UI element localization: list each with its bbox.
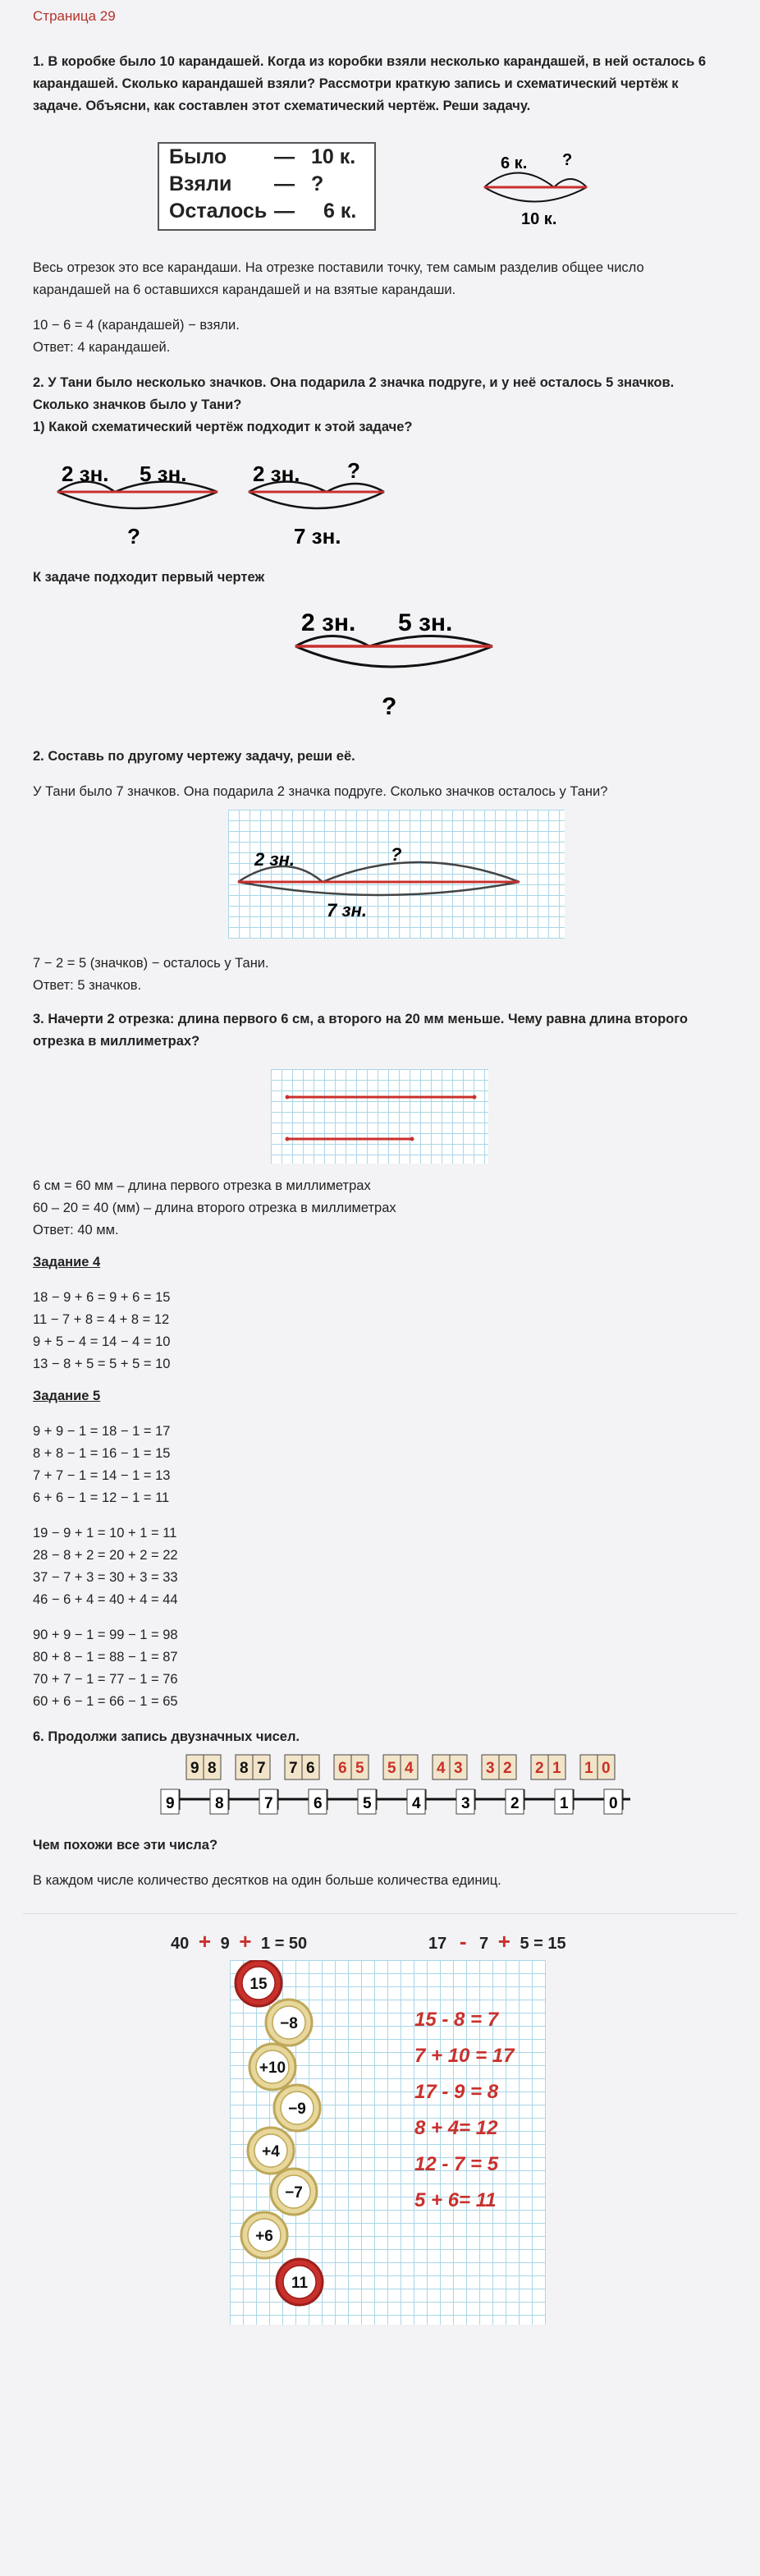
task5-g1-3: 7 + 7 − 1 = 14 − 1 = 13: [33, 1468, 171, 1483]
task2-diagram-3-wrap: [33, 589, 755, 724]
bottom-digit: 3: [461, 1795, 470, 1812]
task2-fits: К задаче подходит первый чертеж: [33, 570, 265, 585]
bottom-digit: 4: [412, 1795, 421, 1812]
bottom-digit: 8: [215, 1795, 224, 1812]
svg-text:2 зн.: 2 зн.: [301, 609, 356, 636]
task5-g3-4: 60 + 6 − 1 = 66 − 1 = 65: [33, 1694, 178, 1709]
task5-g2-2: 28 − 8 + 2 = 20 + 2 = 22: [33, 1548, 178, 1563]
task2-diagram-4: [228, 810, 565, 939]
top-units-digit: 4: [405, 1760, 414, 1777]
svg-text:5 зн.: 5 зн.: [398, 609, 453, 636]
top-units-digit: 0: [602, 1760, 611, 1777]
bottom-digit: 6: [314, 1795, 323, 1812]
top-units-digit: 6: [306, 1760, 315, 1777]
puzzle-equation: 5 + 6= 11: [414, 2189, 497, 2211]
divider: [23, 1913, 737, 1914]
task5-g3-1: 90 + 9 − 1 = 99 − 1 = 98: [33, 1628, 178, 1642]
top-units-digit: 8: [208, 1760, 217, 1777]
task3-line-2: 60 – 20 = 40 (мм) – длина второго отрезка в миллиметрах: [33, 1201, 396, 1215]
puzzle-board: [230, 1960, 546, 2325]
bottom-digit: 2: [510, 1795, 520, 1812]
task1-figures: [33, 117, 755, 241]
task2-sub2: 2. Составь по другому чертежу задачу, реши её.: [33, 749, 355, 764]
top-units-digit: 2: [503, 1760, 512, 1777]
circle-label: +6: [255, 2228, 273, 2245]
task1-explanation: Весь отрезок это все карандаши. На отрезке поставили точку, тем самым разделив общее число карандашей на 6 оставшихся карандашей и на взятые карандаши.: [33, 260, 644, 297]
task4-title: Задание 4: [33, 1255, 101, 1270]
circle-label: +4: [262, 2143, 280, 2160]
task3-line-1: 6 см = 60 мм – длина первого отрезка в миллиметрах: [33, 1178, 371, 1193]
task2-diagrams: [33, 439, 755, 562]
bottom-digit: 7: [264, 1795, 273, 1812]
task1-answer: Ответ: 4 карандашей.: [33, 340, 171, 355]
top-tens-digit: 3: [486, 1760, 495, 1777]
task6-number-line: [33, 1748, 755, 1826]
top-tens-digit: 8: [240, 1760, 249, 1777]
task3-question: 3. Начерти 2 отрезка: длина первого 6 см, а второго на 20 мм меньше. Чему равна длина второго отрезка в миллиметрах?: [33, 1012, 688, 1049]
puzzle-equation: 7 + 10 = 17: [414, 2045, 515, 2067]
task3-answer: Ответ: 40 мм.: [33, 1223, 119, 1237]
task4-line-3: 9 + 5 − 4 = 14 − 4 = 10: [33, 1334, 171, 1349]
puzzle-board-wrap: [33, 1957, 755, 2326]
bottom-digit: 9: [166, 1795, 175, 1812]
bottom-digit: 1: [560, 1795, 569, 1812]
task5-g2-1: 19 − 9 + 1 = 10 + 1 = 11: [33, 1526, 177, 1541]
task4-line-1: 18 − 9 + 6 = 9 + 6 = 15: [33, 1290, 171, 1305]
task2-diagram-3: [283, 593, 505, 724]
task3-segments: [271, 1069, 488, 1164]
svg-text:7 зн.: 7 зн.: [327, 900, 367, 921]
circle-label: 15: [250, 1976, 268, 1993]
top-units-digit: 5: [355, 1760, 364, 1777]
task4-line-2: 11 − 7 + 8 = 4 + 8 = 12: [33, 1312, 170, 1327]
puzzle-expr-1: 40 + 9 + 1 = 50: [171, 1929, 308, 1954]
puzzle-equation: 12 - 7 = 5: [414, 2153, 499, 2175]
svg-text:?: ?: [391, 844, 402, 865]
task6-question: 6. Продолжи запись двузначных чисел.: [33, 1729, 300, 1744]
svg-text:7 зн.: 7 зн.: [294, 524, 341, 549]
task2-new-task: У Тани было 7 значков. Она подарила 2 значка подруге. Сколько значков осталось у Тани?: [33, 784, 608, 799]
svg-text:2 зн.: 2 зн.: [253, 461, 300, 486]
task5-title: Задание 5: [33, 1389, 101, 1403]
top-units-digit: 7: [257, 1760, 266, 1777]
task1-diag-left: 6 к.: [501, 154, 528, 172]
task1-solution: 10 − 6 = 4 (карандашей) − взяли.: [33, 318, 240, 333]
task2-sub1: 1) Какой схематический чертёж подходит к этой задаче?: [33, 420, 413, 434]
task2-diagram-2: [236, 447, 401, 553]
svg-text:?: ?: [127, 524, 140, 549]
task1-question: 1. В коробке было 10 карандашей. Когда из коробки взяли несколько карандашей, в ней осталось 6 карандашей. Сколько карандашей взяли? Рассмотри краткую запись и схематический чертёж к задаче. Объясни, как составлен этот схематический чертёж. Реши задачу.: [33, 54, 707, 113]
task1-short-record: Было — 10 к. Взяли — ? Осталось — 6 к.: [158, 142, 376, 231]
svg-text:5 зн.: 5 зн.: [140, 461, 187, 486]
task4-line-4: 13 − 8 + 5 = 5 + 5 = 10: [33, 1357, 171, 1371]
task5-g2-3: 37 − 7 + 3 = 30 + 3 = 33: [33, 1570, 178, 1585]
svg-text:2 зн.: 2 зн.: [62, 461, 109, 486]
top-tens-digit: 9: [190, 1760, 199, 1777]
puzzle-expr-2: 17 - 7 + 5 = 15: [428, 1929, 566, 1954]
top-tens-digit: 2: [535, 1760, 544, 1777]
task5-g3-2: 80 + 8 − 1 = 88 − 1 = 87: [33, 1650, 178, 1665]
page-link[interactable]: Страница 29: [33, 8, 116, 24]
task1-diag-right: ?: [562, 151, 573, 169]
svg-text:2 зн.: 2 зн.: [254, 849, 295, 870]
task6-similar-question: Чем похожи все эти числа?: [33, 1838, 218, 1853]
top-units-digit: 1: [552, 1760, 561, 1777]
task6-similar-answer: В каждом числе количество десятков на один больше количества единиц.: [33, 1873, 501, 1888]
task2-solution: 7 − 2 = 5 (значков) − осталось у Тани.: [33, 956, 269, 971]
puzzle-equation: 15 - 8 = 7: [414, 2009, 499, 2031]
circle-label: +10: [259, 2059, 286, 2077]
task2-question: 2. У Тани было несколько значков. Она подарила 2 значка подруге, и у неё осталось 5 значков. Сколько значков было у Тани?: [33, 375, 675, 412]
top-units-digit: 3: [454, 1760, 463, 1777]
task5-g3-3: 70 + 7 − 1 = 77 − 1 = 76: [33, 1672, 178, 1687]
task3-figure-wrap: [33, 1053, 755, 1164]
svg-text:?: ?: [382, 693, 397, 720]
task2-diagram-1: [45, 447, 234, 553]
task5-g1-4: 6 + 6 − 1 = 12 − 1 = 11: [33, 1490, 170, 1505]
top-tens-digit: 1: [584, 1760, 593, 1777]
bottom-digit: 5: [363, 1795, 372, 1812]
top-tens-digit: 6: [338, 1760, 347, 1777]
task5-g1-2: 8 + 8 − 1 = 16 − 1 = 15: [33, 1446, 171, 1461]
svg-text:?: ?: [347, 458, 360, 483]
top-tens-digit: 7: [289, 1760, 298, 1777]
task2-diagram-4-wrap: [33, 803, 755, 943]
puzzle-equation: 17 - 9 = 8: [414, 2081, 499, 2103]
circle-label: 11: [291, 2275, 309, 2292]
circle-label: −8: [280, 2015, 298, 2032]
puzzle-equation: 8 + 4= 12: [414, 2117, 498, 2139]
task5-g2-4: 46 − 6 + 4 = 40 + 4 = 44: [33, 1592, 178, 1607]
bottom-digit: 0: [609, 1795, 618, 1812]
task1-diag-total: 10 к.: [521, 210, 557, 228]
top-tens-digit: 5: [387, 1760, 396, 1777]
task2-answer: Ответ: 5 значков.: [33, 978, 142, 993]
circle-label: −7: [285, 2184, 303, 2202]
top-tens-digit: 4: [437, 1760, 446, 1777]
task5-g1-1: 9 + 9 − 1 = 18 − 1 = 17: [33, 1424, 171, 1439]
puzzle-expressions: [33, 1924, 755, 1957]
circle-label: −9: [288, 2101, 306, 2118]
task1-diagram: [468, 142, 616, 232]
